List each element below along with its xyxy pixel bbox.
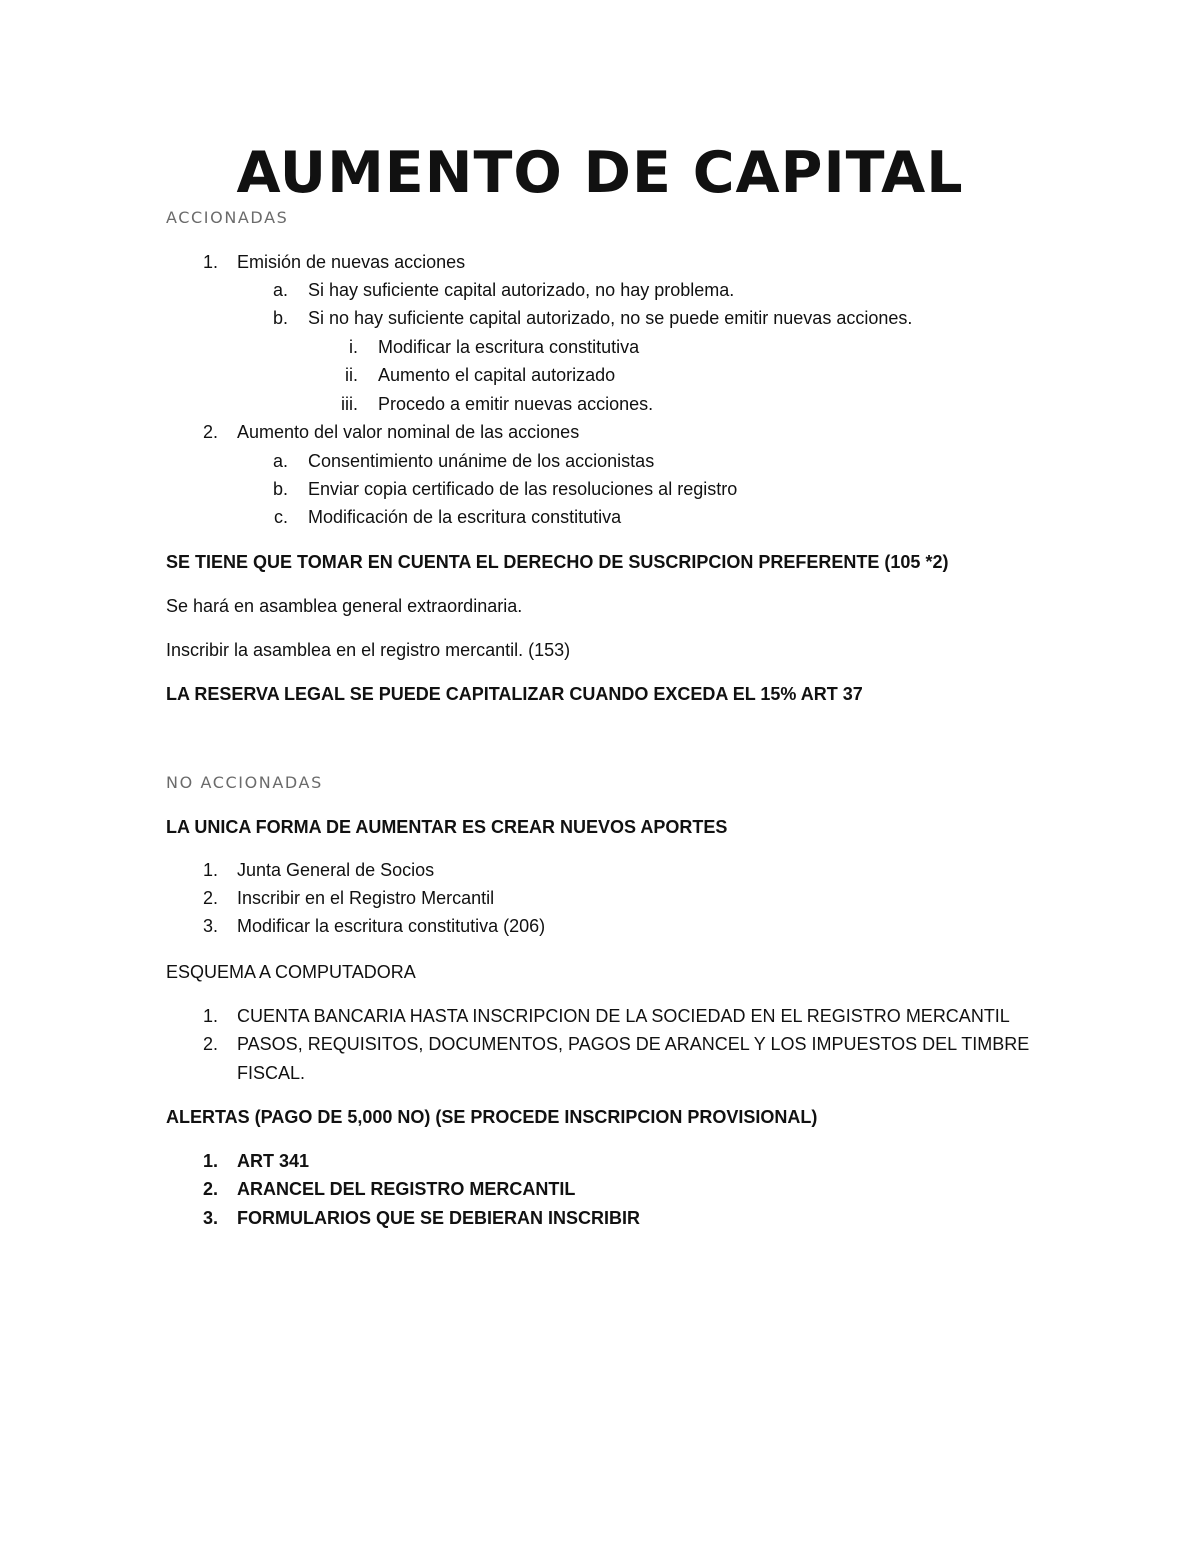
list-marker: iii. — [341, 394, 358, 414]
page-title: AUMENTO DE CAPITAL — [236, 140, 964, 206]
esquema-heading: ESQUEMA A COMPUTADORA — [166, 962, 416, 982]
paragraph-inscribir: Inscribir la asamblea en el registro mercantil. (153) — [166, 640, 571, 660]
list-item-text: Si hay suficiente capital autorizado, no hay problema. — [308, 280, 735, 300]
list-item-text: FORMULARIOS QUE SE DEBIERAN INSCRIBIR — [237, 1208, 641, 1228]
note-derecho-suscripcion: SE TIENE QUE TOMAR EN CUENTA EL DERECHO DE SUSCRIPCION PREFERENTE (105 *2) — [166, 552, 949, 572]
list-item-text: CUENTA BANCARIA HASTA INSCRIPCION DE LA SOCIEDAD EN EL REGISTRO MERCANTIL — [237, 1006, 1010, 1026]
list-marker: i. — [349, 337, 358, 357]
section-heading-no-accionadas: NO ACCIONADAS — [166, 773, 323, 792]
list-marker: 1. — [202, 1151, 218, 1171]
paragraph-asamblea: Se hará en asamblea general extraordinaria. — [166, 596, 523, 616]
alertas-heading: ALERTAS (PAGO DE 5,000 NO) (SE PROCEDE INSCRIPCION PROVISIONAL) — [166, 1107, 818, 1127]
list-item-text: Inscribir en el Registro Mercantil — [237, 888, 495, 908]
list-marker: a. — [272, 280, 288, 300]
list-item-text: PASOS, REQUISITOS, DOCUMENTOS, PAGOS DE ARANCEL Y LOS IMPUESTOS DEL TIMBRE — [237, 1034, 1030, 1054]
list-item-text: Modificación de la escritura constitutiva — [308, 507, 622, 527]
list-item-text: Consentimiento unánime de los accionistas — [308, 451, 655, 471]
list-item-text: Si no hay suficiente capital autorizado, no se puede emitir nuevas acciones. — [308, 308, 913, 328]
list-item-text: Junta General de Socios — [237, 860, 435, 880]
list-item-text: Procedo a emitir nuevas acciones. — [378, 394, 654, 414]
section-heading-accionadas: ACCIONADAS — [166, 208, 289, 227]
list-item-text: Modificar la escritura constitutiva — [378, 337, 640, 357]
list-item-text: Aumento el capital autorizado — [378, 365, 616, 385]
list-marker: 2. — [202, 1179, 218, 1199]
list-marker: b. — [272, 308, 288, 328]
list-item-text: Aumento del valor nominal de las acciones — [237, 422, 580, 442]
list-marker: 1. — [202, 252, 218, 272]
list-marker: a. — [272, 451, 288, 471]
list-marker: c. — [273, 507, 288, 527]
list-item-text: Emisión de nuevas acciones — [237, 252, 466, 272]
list-marker: b. — [272, 479, 288, 499]
list-marker: 1. — [202, 1006, 218, 1026]
list-marker: 2. — [202, 888, 218, 908]
list-marker: 3. — [202, 1208, 218, 1228]
list-item-text: Enviar copia certificado de las resoluciones al registro — [308, 479, 738, 499]
list-marker: 2. — [202, 1034, 218, 1054]
list-marker: 3. — [202, 916, 218, 936]
list-item-text: ART 341 — [237, 1151, 310, 1171]
list-item-text: Modificar la escritura constitutiva (206) — [237, 916, 546, 936]
list-item-text: ARANCEL DEL REGISTRO MERCANTIL — [237, 1179, 576, 1199]
list-marker: ii. — [345, 365, 358, 385]
list-item-text: FISCAL. — [237, 1063, 306, 1083]
note-unica-forma: LA UNICA FORMA DE AUMENTAR ES CREAR NUEVOS APORTES — [166, 817, 728, 837]
list-marker: 2. — [202, 422, 218, 442]
list-marker: 1. — [202, 860, 218, 880]
note-reserva-legal: LA RESERVA LEGAL SE PUEDE CAPITALIZAR CUANDO EXCEDA EL 15% ART 37 — [166, 684, 863, 704]
